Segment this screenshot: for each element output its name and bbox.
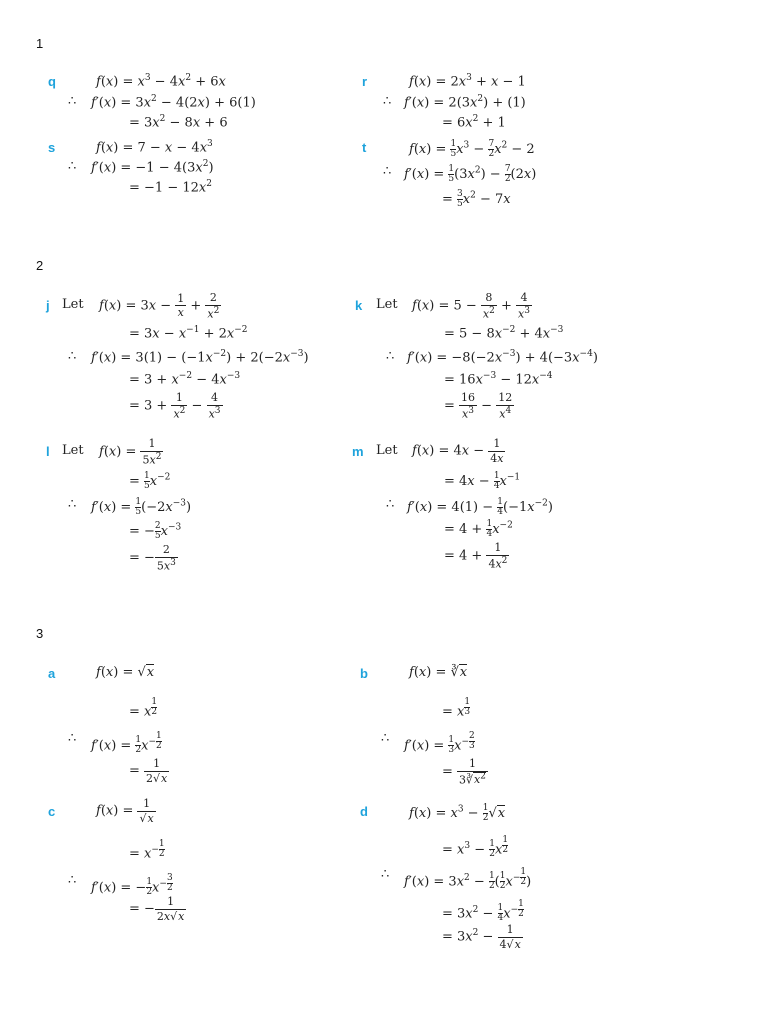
equation-line: = − $\frac{2}{5}$ $x^{-3}$ — [129, 521, 182, 541]
equation-line: f′(x) = $\frac{1}{2}$ $x^{- \frac{1}{2}}$ — [91, 731, 162, 756]
equation-line: $f(x) = 7 - x - 4x^3$ — [96, 139, 213, 156]
therefore-symbol: ∴ — [68, 731, 77, 746]
equation-line: = 4 + $\frac{1}{4}$ $x^{-2}$ — [444, 519, 513, 539]
equation-line: f(x) = 4x − $\frac{1}{4x}$ — [412, 437, 504, 465]
equation-line: = $x^3$ − $\frac{1}{2}$ x $^{\frac{1}{2}}$ — [442, 835, 509, 860]
equation-line: = − $\frac{1}{2x√x}$ — [129, 895, 185, 923]
equation-line: $f'(x) = 2(3x^2) + (1)$ — [404, 94, 526, 111]
equation-line: = $3x^2 - 8x + 6$ — [129, 114, 228, 131]
let-word: Let — [376, 297, 398, 312]
equation-line: = $-1 - 12x^2$ — [129, 179, 212, 196]
equation-line: = $\frac{3}{5}$ $x^2 - 7x$ — [442, 189, 511, 209]
therefore-symbol: ∴ — [386, 497, 395, 512]
equation-line: = $3x^2$ − $\frac{1}{4}$ $x^{- \frac{1}{2}}$ — [442, 899, 524, 924]
equation-line: $f'(x) = 3x^2$ − $\frac{1}{2}$ ( $\frac{1}{2}$ $x^{- \frac{1}{2}}$ ) — [404, 867, 532, 892]
equation-line: = $3x - x^{-1} + 2x^{-2}$ — [129, 325, 248, 342]
section-number: 1 — [36, 36, 44, 51]
therefore-symbol: ∴ — [68, 497, 77, 512]
therefore-symbol: ∴ — [381, 731, 390, 746]
equation-line: f(x) = ∛x — [409, 665, 468, 680]
equation-line: = $\frac{1}{2√x}$ — [129, 757, 168, 785]
therefore-symbol: ∴ — [68, 873, 77, 888]
equation-line: = 3 + $\frac{1}{x^2}$ − $\frac{4}{x^3}$ — [129, 391, 221, 421]
problem-label: l — [46, 444, 50, 459]
problem-label: q — [48, 74, 56, 89]
problem-label: s — [48, 140, 56, 155]
equation-line: $f'(x) = 3x^2 - 4(2x) + 6(1)$ — [91, 94, 256, 111]
problem-label: j — [46, 298, 50, 313]
equation-line: f(x) = $\frac{1}{5}$ $x^3$ − $\frac{7}{2}$ $x^2 - 2$ — [409, 139, 535, 159]
problem-label: c — [48, 804, 56, 819]
problem-label: t — [362, 140, 367, 155]
equation-line: = $x^{- \frac{1}{2}}$ — [129, 839, 165, 862]
equation-line: = $5 - 8x^{-2} + 4x^{-3}$ — [444, 325, 564, 342]
equation-line: = $3 + x^{-2} - 4x^{-3}$ — [129, 371, 241, 388]
problem-label: k — [355, 298, 363, 313]
equation-line: f(x) = $\frac{1}{√x}$ — [96, 797, 154, 825]
equation-line: $f'(x) = -1 - 4(3x^2)$ — [91, 159, 214, 176]
therefore-symbol: ∴ — [383, 94, 392, 109]
equation-line: $f'(x) = 3(1) - (-1x^{-2}) + 2(-2x^{-3})$ — [91, 349, 309, 366]
section-number: 2 — [36, 258, 44, 273]
equation-line: f′(x) = 4(1) − $\frac{1}{4}$ $(-1x^{-2})$ — [407, 497, 553, 517]
equation-line: = $\frac{16}{x^3}$ − $\frac{12}{x^4}$ — [444, 391, 513, 421]
section-number: 3 — [36, 626, 44, 641]
equation-line: = $\frac{1}{5}$ $x^{-2}$ — [129, 471, 171, 491]
equation-line: f(x) = 3x − $\frac{1}{x}$ + $\frac{2}{x^2}$ — [99, 291, 220, 321]
therefore-symbol: ∴ — [68, 159, 77, 174]
equation-line: = − $\frac{2}{5x^3}$ — [129, 543, 176, 573]
equation-line: = $\frac{1}{3∛x^2}$ — [442, 757, 486, 787]
equation-line: = x $^{\frac{1}{2}}$ — [129, 697, 158, 720]
equation-line: $f(x) = 2x^3 + x - 1$ — [409, 73, 526, 90]
problem-label: b — [360, 666, 368, 681]
equation-line: = $6x^2 + 1$ — [442, 114, 506, 131]
equation-line: f′(x) = − $\frac{1}{2}$ $x^{- \frac{3}{2}}$ — [91, 873, 173, 898]
equation-line: = $3x^2$ − $\frac{1}{4√x}$ — [442, 923, 521, 951]
equation-line: f′(x) = $\frac{1}{5}$ $(3x^2)$ − $\frac{7}{2}$ (2x) — [404, 164, 537, 184]
problem-label: m — [352, 444, 364, 459]
therefore-symbol: ∴ — [68, 349, 77, 364]
problem-label: d — [360, 804, 368, 819]
equation-line: = 4 + $\frac{1}{4x^2}$ — [444, 541, 508, 571]
equation-line: = $16x^{-3} - 12x^{-4}$ — [444, 371, 553, 388]
equation-line: f(x) = $\frac{1}{5x^2}$ — [99, 437, 162, 467]
problem-label: a — [48, 666, 56, 681]
let-word: Let — [376, 443, 398, 458]
equation-line: $f(x) = x^3$ − $\frac{1}{2}$ √x — [409, 803, 506, 823]
therefore-symbol: ∴ — [386, 349, 395, 364]
therefore-symbol: ∴ — [381, 867, 390, 882]
equation-line: = x $^{\frac{1}{3}}$ — [442, 697, 471, 720]
therefore-symbol: ∴ — [68, 94, 77, 109]
therefore-symbol: ∴ — [383, 164, 392, 179]
equation-line: f(x) = √x — [96, 665, 155, 680]
problem-label: r — [362, 74, 368, 89]
let-word: Let — [62, 443, 84, 458]
equation-line: $f(x) = x^3 - 4x^2 + 6x$ — [96, 73, 226, 90]
equation-line: f′(x) = $\frac{1}{3}$ $x^{- \frac{2}{3}}$ — [404, 731, 475, 756]
equation-line: f(x) = 5 − $\frac{8}{x^2}$ + $\frac{4}{x^3}$ — [412, 291, 530, 321]
equation-line: = 4x − $\frac{1}{4}$ $x^{-1}$ — [444, 471, 521, 491]
equation-line: f′(x) = $\frac{1}{5}$ $(-2x^{-3})$ — [91, 497, 192, 517]
equation-line: $f'(x) = -8(-2x^{-3}) + 4(-3x^{-4})$ — [407, 349, 598, 366]
let-word: Let — [62, 297, 84, 312]
